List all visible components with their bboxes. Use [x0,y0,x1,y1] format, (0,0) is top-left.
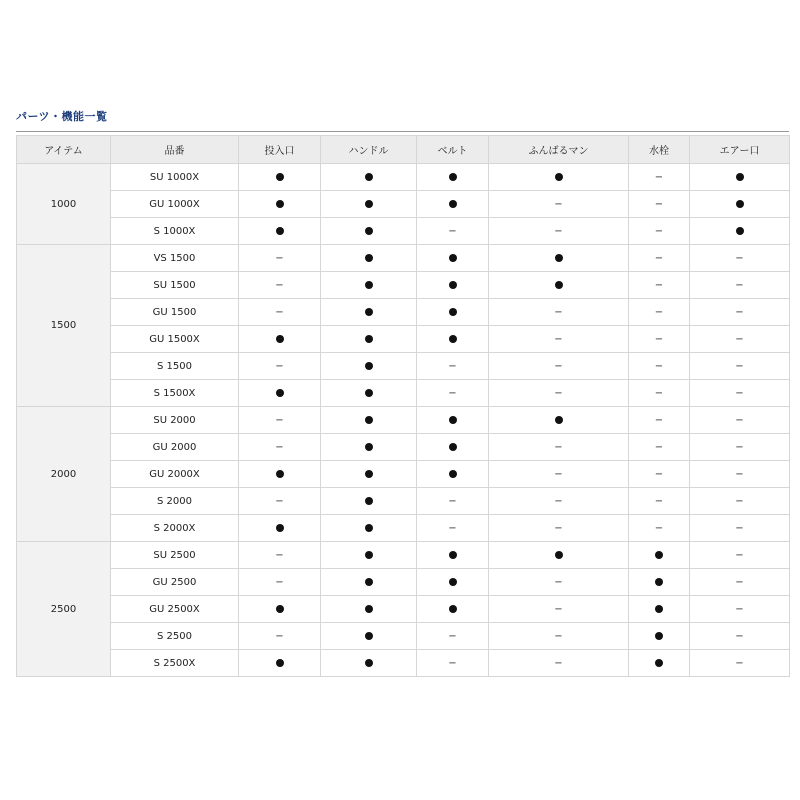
faucet-cell [629,596,690,623]
available-dot-icon [655,632,663,640]
inlet-cell [239,218,321,245]
not-available-dash: − [275,279,284,291]
funbaruman-cell [489,434,629,461]
available-dot-icon [276,389,284,397]
not-available-dash: − [654,441,664,453]
inlet-cell [239,380,321,407]
model-number-cell: GU 1500X [111,326,239,353]
model-number-cell: SU 2500 [111,542,239,569]
air-port-cell [690,191,790,218]
not-available-dash: − [654,522,664,534]
available-dot-icon [365,470,373,478]
inlet-cell [239,596,321,623]
not-available-dash: − [554,198,563,210]
faucet-cell [629,353,690,380]
funbaruman-cell [489,353,629,380]
model-number-cell: S 1500X [111,380,239,407]
faucet-cell [629,488,690,515]
inlet-cell [239,299,321,326]
available-dot-icon [365,281,373,289]
table-row [17,515,790,542]
not-available-dash: − [735,252,744,264]
funbaruman-cell [489,218,629,245]
air-port-cell [690,326,790,353]
item-size-cell: 1500 [17,245,111,407]
title-divider [16,131,789,132]
not-available-dash: − [735,657,744,669]
not-available-dash: − [735,576,744,588]
inlet-cell [239,245,321,272]
air-port-cell [690,488,790,515]
handle-cell [321,326,417,353]
table-row [17,218,790,245]
not-available-dash: − [735,441,744,453]
model-number-cell: GU 2500 [111,569,239,596]
faucet-cell [629,434,690,461]
faucet-cell [629,623,690,650]
handle-cell [321,596,417,623]
table-row [17,353,790,380]
not-available-dash: − [654,414,664,426]
model-number-cell: VS 1500 [111,245,239,272]
inlet-cell [239,515,321,542]
handle-cell [321,164,417,191]
available-dot-icon [276,227,284,235]
available-dot-icon [276,470,284,478]
not-available-dash: − [554,603,563,615]
not-available-dash: − [654,279,664,291]
funbaruman-cell [489,380,629,407]
not-available-dash: − [654,306,664,318]
table-row [17,542,790,569]
not-available-dash: − [275,576,284,588]
faucet-cell [629,461,690,488]
not-available-dash: − [448,657,457,669]
not-available-dash: − [735,603,744,615]
available-dot-icon [365,308,373,316]
funbaruman-cell [489,488,629,515]
inlet-cell [239,272,321,299]
table-row [17,569,790,596]
air-port-cell [690,542,790,569]
available-dot-icon [449,335,457,343]
table-row [17,488,790,515]
inlet-cell [239,191,321,218]
belt-cell [417,488,489,515]
handle-cell [321,380,417,407]
funbaruman-cell [489,191,629,218]
handle-cell [321,299,417,326]
available-dot-icon [736,200,744,208]
available-dot-icon [655,551,663,559]
inlet-cell [239,569,321,596]
header-model: 品番 [111,136,239,164]
air-port-cell [690,650,790,677]
table-row [17,461,790,488]
air-port-cell [690,353,790,380]
air-port-cell [690,623,790,650]
available-dot-icon [365,578,373,586]
model-number-cell: S 2500X [111,650,239,677]
belt-cell [417,461,489,488]
not-available-dash: − [735,630,744,642]
not-available-dash: − [554,576,563,588]
model-number-cell: GU 2500X [111,596,239,623]
not-available-dash: − [654,360,664,372]
not-available-dash: − [654,252,664,264]
available-dot-icon [276,200,284,208]
not-available-dash: − [654,198,664,210]
item-size-cell: 2500 [17,542,111,677]
not-available-dash: − [554,387,563,399]
inlet-cell [239,434,321,461]
table-row [17,623,790,650]
air-port-cell [690,164,790,191]
not-available-dash: − [554,522,563,534]
header-funbaruman: ふんばるマン [489,136,629,164]
faucet-cell [629,569,690,596]
available-dot-icon [276,524,284,532]
faucet-cell [629,272,690,299]
available-dot-icon [449,416,457,424]
available-dot-icon [365,659,373,667]
available-dot-icon [555,173,563,181]
model-number-cell: GU 2000X [111,461,239,488]
not-available-dash: − [735,279,744,291]
header-handle: ハンドル [321,136,417,164]
not-available-dash: − [275,495,284,507]
handle-cell [321,461,417,488]
not-available-dash: − [448,495,457,507]
available-dot-icon [365,632,373,640]
available-dot-icon [449,551,457,559]
available-dot-icon [449,254,457,262]
belt-cell [417,380,489,407]
not-available-dash: − [735,414,744,426]
available-dot-icon [449,470,457,478]
model-number-cell: SU 2000 [111,407,239,434]
model-number-cell: S 2500 [111,623,239,650]
not-available-dash: − [448,630,457,642]
inlet-cell [239,353,321,380]
not-available-dash: − [275,360,284,372]
table-row [17,164,790,191]
table-row [17,191,790,218]
belt-cell [417,542,489,569]
air-port-cell [690,272,790,299]
available-dot-icon [365,335,373,343]
table-row [17,650,790,677]
inlet-cell [239,542,321,569]
available-dot-icon [365,254,373,262]
item-size-cell: 1000 [17,164,111,245]
handle-cell [321,434,417,461]
available-dot-icon [365,389,373,397]
table-header-row [17,136,790,164]
funbaruman-cell [489,515,629,542]
available-dot-icon [449,173,457,181]
available-dot-icon [736,227,744,235]
belt-cell [417,326,489,353]
inlet-cell [239,326,321,353]
available-dot-icon [555,254,563,262]
not-available-dash: − [448,225,457,237]
model-number-cell: S 1500 [111,353,239,380]
not-available-dash: − [654,387,664,399]
available-dot-icon [449,578,457,586]
model-number-cell: GU 1000X [111,191,239,218]
available-dot-icon [449,605,457,613]
handle-cell [321,353,417,380]
not-available-dash: − [554,333,563,345]
faucet-cell [629,515,690,542]
air-port-cell [690,515,790,542]
not-available-dash: − [554,225,563,237]
available-dot-icon [655,659,663,667]
model-number-cell: GU 2000 [111,434,239,461]
available-dot-icon [365,497,373,505]
not-available-dash: − [275,414,284,426]
available-dot-icon [276,605,284,613]
funbaruman-cell [489,650,629,677]
faucet-cell [629,299,690,326]
belt-cell [417,299,489,326]
air-port-cell [690,434,790,461]
model-number-cell: S 2000X [111,515,239,542]
not-available-dash: − [735,360,744,372]
inlet-cell [239,407,321,434]
air-port-cell [690,245,790,272]
faucet-cell [629,191,690,218]
handle-cell [321,407,417,434]
not-available-dash: − [448,522,457,534]
handle-cell [321,488,417,515]
belt-cell [417,596,489,623]
handle-cell [321,191,417,218]
table-row [17,407,790,434]
belt-cell [417,650,489,677]
model-number-cell: S 2000 [111,488,239,515]
available-dot-icon [555,281,563,289]
not-available-dash: − [448,387,457,399]
not-available-dash: − [735,387,744,399]
table-row [17,434,790,461]
not-available-dash: − [654,171,664,183]
model-number-cell: GU 1500 [111,299,239,326]
not-available-dash: − [654,468,664,480]
not-available-dash: − [554,495,563,507]
funbaruman-cell [489,569,629,596]
available-dot-icon [276,335,284,343]
not-available-dash: − [735,306,744,318]
not-available-dash: − [654,495,664,507]
available-dot-icon [365,443,373,451]
available-dot-icon [655,578,663,586]
available-dot-icon [449,443,457,451]
funbaruman-cell [489,164,629,191]
available-dot-icon [365,362,373,370]
not-available-dash: − [654,225,664,237]
available-dot-icon [655,605,663,613]
available-dot-icon [365,200,373,208]
table-row [17,380,790,407]
air-port-cell [690,569,790,596]
air-port-cell [690,380,790,407]
belt-cell [417,569,489,596]
belt-cell [417,407,489,434]
funbaruman-cell [489,623,629,650]
handle-cell [321,218,417,245]
available-dot-icon [555,416,563,424]
belt-cell [417,164,489,191]
air-port-cell [690,218,790,245]
table-row [17,299,790,326]
available-dot-icon [449,281,457,289]
not-available-dash: − [275,441,284,453]
air-port-cell [690,407,790,434]
not-available-dash: − [735,333,744,345]
faucet-cell [629,542,690,569]
handle-cell [321,245,417,272]
handle-cell [321,515,417,542]
not-available-dash: − [735,549,744,561]
faucet-cell [629,245,690,272]
model-number-cell: SU 1000X [111,164,239,191]
not-available-dash: − [554,657,563,669]
inlet-cell [239,623,321,650]
inlet-cell [239,488,321,515]
available-dot-icon [276,173,284,181]
handle-cell [321,542,417,569]
header-belt: ベルト [417,136,489,164]
table-body [17,164,790,677]
air-port-cell [690,299,790,326]
belt-cell [417,623,489,650]
not-available-dash: − [554,468,563,480]
not-available-dash: − [554,441,563,453]
header-faucet: 水栓 [629,136,690,164]
available-dot-icon [449,308,457,316]
available-dot-icon [365,227,373,235]
not-available-dash: − [735,495,744,507]
not-available-dash: − [735,468,744,480]
funbaruman-cell [489,245,629,272]
handle-cell [321,569,417,596]
header-inlet: 投入口 [239,136,321,164]
not-available-dash: − [275,630,284,642]
not-available-dash: − [654,333,664,345]
handle-cell [321,650,417,677]
inlet-cell [239,650,321,677]
available-dot-icon [365,173,373,181]
parts-function-table [16,135,790,677]
available-dot-icon [449,200,457,208]
faucet-cell [629,326,690,353]
inlet-cell [239,164,321,191]
table-row [17,272,790,299]
belt-cell [417,515,489,542]
available-dot-icon [736,173,744,181]
header-air-port: エアー口 [690,136,790,164]
not-available-dash: − [554,360,563,372]
not-available-dash: − [554,306,563,318]
available-dot-icon [365,524,373,532]
belt-cell [417,434,489,461]
not-available-dash: − [735,522,744,534]
table-row [17,596,790,623]
faucet-cell [629,650,690,677]
faucet-cell [629,380,690,407]
faucet-cell [629,218,690,245]
funbaruman-cell [489,299,629,326]
handle-cell [321,623,417,650]
air-port-cell [690,596,790,623]
funbaruman-cell [489,272,629,299]
belt-cell [417,272,489,299]
not-available-dash: − [554,630,563,642]
table-row [17,326,790,353]
model-number-cell: SU 1500 [111,272,239,299]
available-dot-icon [365,605,373,613]
funbaruman-cell [489,407,629,434]
funbaruman-cell [489,326,629,353]
air-port-cell [690,461,790,488]
available-dot-icon [365,551,373,559]
section-title: パーツ・機能一覧 [16,110,108,123]
funbaruman-cell [489,596,629,623]
model-number-cell: S 1000X [111,218,239,245]
funbaruman-cell [489,542,629,569]
not-available-dash: − [275,306,284,318]
header-item: アイテム [17,136,111,164]
faucet-cell [629,164,690,191]
belt-cell [417,218,489,245]
available-dot-icon [276,659,284,667]
table-row [17,245,790,272]
faucet-cell [629,407,690,434]
not-available-dash: − [275,252,284,264]
available-dot-icon [365,416,373,424]
funbaruman-cell [489,461,629,488]
belt-cell [417,353,489,380]
inlet-cell [239,461,321,488]
belt-cell [417,245,489,272]
belt-cell [417,191,489,218]
item-size-cell: 2000 [17,407,111,542]
handle-cell [321,272,417,299]
not-available-dash: − [448,360,457,372]
not-available-dash: − [275,549,284,561]
available-dot-icon [555,551,563,559]
